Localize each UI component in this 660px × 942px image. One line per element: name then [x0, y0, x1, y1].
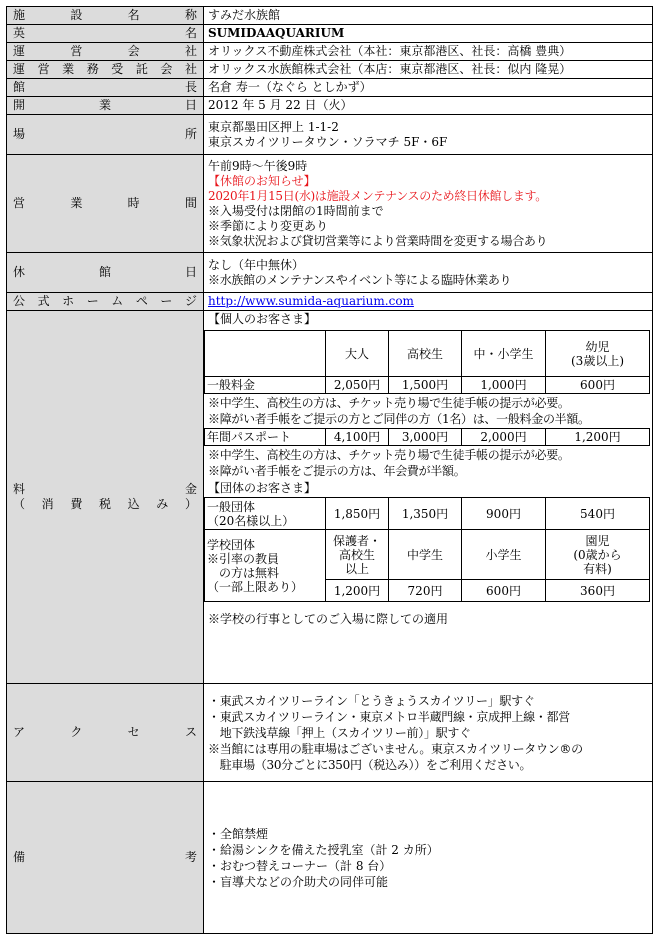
- group-general-label1: 一般団体: [207, 499, 256, 514]
- school-fee-guardian: 1,200円: [326, 580, 389, 602]
- remarks-line1: ・全館禁煙: [208, 826, 269, 841]
- facility-info-sheet: [6, 6, 652, 934]
- place-line1: 東京都墨田区押上 1-1-2: [208, 119, 339, 134]
- place-line2: 東京スカイツリータウン・ソラマチ 5F・6F: [208, 134, 448, 149]
- label-name: 施 設 名 称: [13, 8, 197, 22]
- general-note2: ※障がい者手帳をご提示の方とご同伴の方（1名）は、一般料金の半額。: [208, 412, 590, 426]
- facility-info-table: [6, 6, 653, 934]
- value-opened: 2012 年 5 月 22 日（火）: [204, 97, 653, 115]
- label-english: 英 名: [13, 26, 197, 40]
- fee-annual-highschool: 3,000円: [389, 429, 462, 446]
- fee-general-row: [205, 377, 650, 394]
- school-fee-infant: 360円: [546, 580, 650, 602]
- fee-header-adult: 大人: [326, 331, 389, 377]
- label-homepage: 公 式 ホ ー ム ペ ー ジ: [13, 294, 197, 308]
- fee-header-child: 幼児 (3歳以上): [546, 331, 650, 377]
- hours-note3: ※気象状況および貸切営業等により営業時間を変更する場合あり: [208, 233, 548, 248]
- school-label3: の方は無料: [219, 565, 280, 580]
- fee-general-highschool: 1,500円: [389, 377, 462, 394]
- fee-annual-child: 1,200円: [546, 429, 650, 446]
- row-closed: [7, 253, 653, 293]
- label-remarks: 備 考: [13, 850, 197, 864]
- fee-annual-label: 年間パスポート: [205, 429, 326, 446]
- fee-annual-adult: 4,100円: [326, 429, 389, 446]
- remarks-line3: ・おむつ替えコーナー（計 8 台）: [208, 858, 392, 873]
- fee-general-label: 一般料金: [205, 377, 326, 394]
- value-contractor: オリックス水族館株式会社（本店：東京都港区、社長：似内 隆晃）: [204, 61, 653, 79]
- school-note: ※学校の行事としてのご入場に際しての適用: [208, 612, 449, 626]
- fee-annual-student: 2,000円: [462, 429, 546, 446]
- school-label4: （一部上限あり）: [207, 579, 304, 594]
- group-general-adult: 1,850円: [326, 498, 389, 530]
- group-fee-table: [204, 497, 650, 602]
- closed-line2: ※水族館のメンテナンスやイベント等による臨時休業あり: [208, 272, 512, 287]
- group-general-child: 540円: [546, 498, 650, 530]
- row-hours: [7, 155, 653, 253]
- school-header-infant: 園児 (0歳から 有料): [546, 530, 650, 580]
- access-line4: ※当館には専用の駐車場はございません。東京スカイツリータウン®の: [208, 741, 583, 756]
- hours-main: 午前9時～午後9時: [208, 158, 308, 173]
- label-access: ア ク セ ス: [13, 725, 197, 739]
- value-english: SUMIDAAQUARIUM: [204, 25, 653, 43]
- row-english: [7, 25, 653, 43]
- hours-note1: ※入場受付は閉館の1時間前まで: [208, 203, 384, 218]
- fee-school-header-row: [205, 530, 650, 580]
- row-name: [7, 7, 653, 25]
- homepage-link[interactable]: http://www.sumida-aquarium.com: [208, 294, 414, 308]
- annual-fee-table: [204, 428, 650, 446]
- row-opened: [7, 97, 653, 115]
- fee-header-highschool: 高校生: [389, 331, 462, 377]
- annual-note2: ※障がい者手帳をご提示の方は、年会費が半額。: [208, 464, 466, 478]
- label-operator: 運 営 会 社: [13, 44, 197, 58]
- label-director: 館 長: [13, 80, 197, 94]
- school-label2: ※引率の教員: [207, 551, 280, 566]
- fee-header-row: [205, 331, 650, 377]
- fee-header-student: 中・小学生: [462, 331, 546, 377]
- group-general-student: 900円: [462, 498, 546, 530]
- fee-group-general-row: [205, 498, 650, 530]
- value-operator: オリックス不動産株式会社（本社：東京都港区、社長：高橋 豊典）: [204, 43, 653, 61]
- label-closed: 休 館 日: [13, 265, 197, 279]
- school-fee-elementary: 600円: [462, 580, 546, 602]
- school-label1: 学校団体: [207, 537, 256, 552]
- group-general-label2: （20名様以上）: [207, 513, 295, 528]
- row-homepage: [7, 293, 653, 311]
- row-place: [7, 115, 653, 155]
- label-place: 場 所: [13, 127, 197, 141]
- fee-general-adult: 2,050円: [326, 377, 389, 394]
- hours-note2: ※季節により変更あり: [208, 218, 329, 233]
- general-note1: ※中学生、高校生の方は、チケット売り場で生徒手帳の提示が必要。: [208, 396, 570, 410]
- group-general-highschool: 1,350円: [389, 498, 462, 530]
- remarks-line2: ・給湯シンクを備えた授乳室（計 2 カ所）: [208, 842, 439, 857]
- closed-line1: なし（年中無休）: [208, 257, 305, 272]
- row-operator: [7, 43, 653, 61]
- label-fees: 料 金: [13, 482, 197, 496]
- hours-notice-title: 【休館のお知らせ】: [208, 173, 316, 188]
- individual-title: 【個人のお客さま】: [208, 312, 317, 326]
- row-fees: [7, 311, 653, 684]
- row-remarks: [7, 782, 653, 934]
- hours-notice-text: 2020年1月15日(水)は施設メンテナンスのため終日休館します。: [208, 188, 547, 203]
- fee-general-student: 1,000円: [462, 377, 546, 394]
- access-line5: 駐車場（30分ごとに350円（税込み））をご利用ください。: [208, 757, 532, 772]
- school-header-guardian: 保護者・ 高校生 以上: [326, 530, 389, 580]
- access-line1: ・東武スカイツリーライン「とうきょうスカイツリー」駅すぐ: [208, 693, 535, 708]
- remarks-line4: ・盲導犬などの介助犬の同伴可能: [208, 874, 389, 889]
- row-director: [7, 79, 653, 97]
- label-hours: 営 業 時 間: [13, 196, 197, 210]
- value-name: すみだ水族館: [204, 7, 653, 25]
- school-header-junior: 中学生: [389, 530, 462, 580]
- access-line3: 地下鉄浅草線「押上（スカイツリー前）」駅すぐ: [208, 725, 471, 740]
- label-fees-tax: （ 消 費 税 込 み ）: [13, 497, 197, 511]
- access-line2: ・東武スカイツリーライン・東京メトロ半蔵門線・京成押上線・都営: [208, 709, 570, 724]
- row-contractor: [7, 61, 653, 79]
- school-fee-junior: 720円: [389, 580, 462, 602]
- annual-note1: ※中学生、高校生の方は、チケット売り場で生徒手帳の提示が必要。: [208, 448, 570, 462]
- fee-annual-row: [205, 429, 650, 446]
- value-director: 名倉 寿一（なぐら としかず）: [204, 79, 653, 97]
- school-header-elementary: 小学生: [462, 530, 546, 580]
- individual-fee-table: [204, 330, 650, 394]
- label-opened: 開 業 日: [13, 98, 197, 112]
- label-contractor: 運 営 業 務 受 託 会 社: [13, 62, 197, 76]
- fee-general-child: 600円: [546, 377, 650, 394]
- row-access: [7, 684, 653, 782]
- group-title: 【団体のお客さま】: [208, 481, 317, 495]
